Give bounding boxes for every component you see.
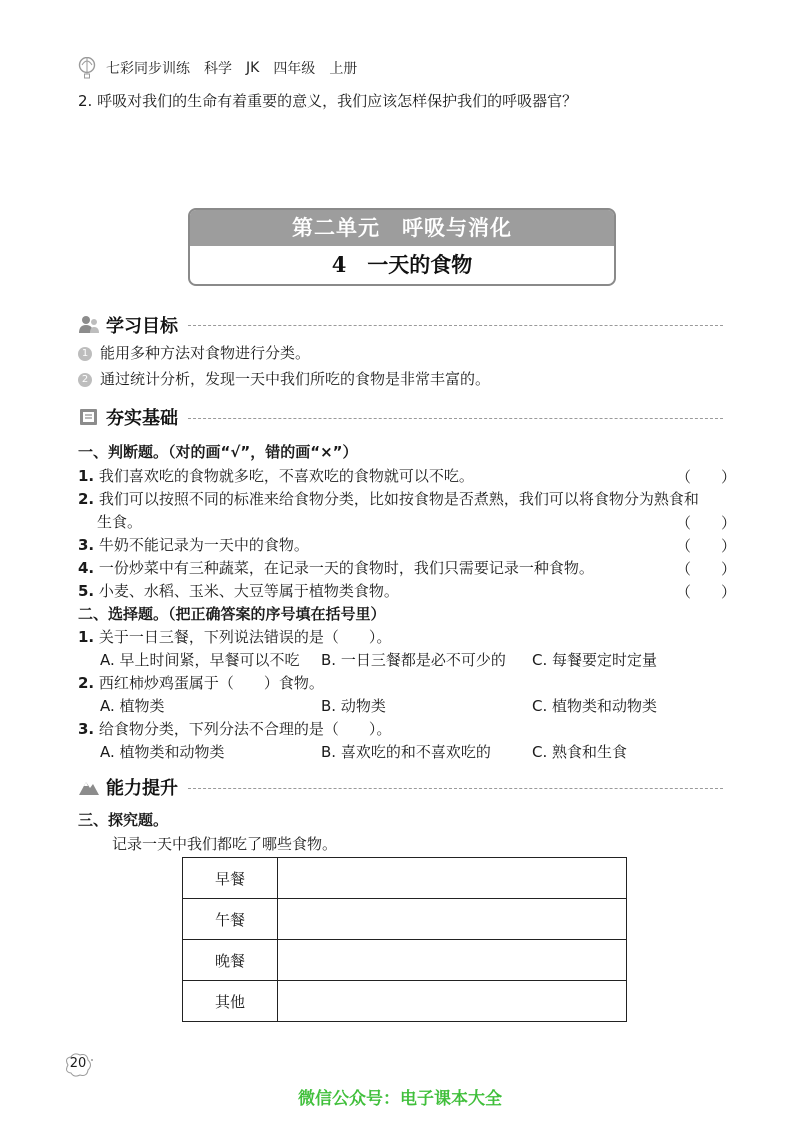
row-label: 午餐 bbox=[183, 899, 278, 940]
mountain-icon bbox=[78, 777, 100, 797]
choice-num: 1. bbox=[78, 628, 95, 646]
judge-num: 5. bbox=[78, 582, 95, 600]
choice-option-c: C. 熟食和生食 bbox=[532, 743, 628, 761]
choice-option-c: C. 每餐要定时定量 bbox=[532, 651, 658, 669]
ability-divider bbox=[188, 788, 723, 789]
section1-heading: 一、判断题。（对的画“√”，错的画“×”） bbox=[78, 443, 358, 461]
answer-paren: （ ） bbox=[676, 514, 737, 532]
choice-question bbox=[78, 673, 324, 693]
basics-section-head bbox=[78, 404, 178, 430]
choice-question bbox=[78, 627, 391, 647]
row-label: 早餐 bbox=[183, 858, 278, 899]
row-label: 晚餐 bbox=[183, 940, 278, 981]
header-volume: 上册 bbox=[329, 61, 358, 77]
choice-text: 西红柿炒鸡蛋属于（ ）食物。 bbox=[98, 674, 324, 692]
book-icon bbox=[78, 407, 100, 427]
page-number: 20 bbox=[69, 1056, 87, 1071]
judge-item bbox=[78, 489, 699, 509]
ability-section-head bbox=[78, 774, 178, 800]
goals-divider bbox=[188, 325, 723, 326]
row-value[interactable] bbox=[278, 940, 627, 981]
judge-item bbox=[78, 466, 474, 486]
choice-num: 3. bbox=[78, 720, 95, 738]
header-subject: 科学 bbox=[204, 61, 232, 77]
section2-heading: 二、选择题。（把正确答案的序号填在括号里） bbox=[78, 605, 386, 623]
header-series: 七彩同步训练 bbox=[106, 61, 190, 77]
answer-paren: （ ） bbox=[676, 583, 737, 601]
unit-title: 第二单元 呼吸与消化 bbox=[190, 210, 614, 246]
goal-number: 1 bbox=[78, 347, 92, 361]
choice-option-a: A. 植物类 bbox=[100, 697, 165, 715]
judge-item bbox=[78, 581, 399, 601]
food-record-table bbox=[182, 857, 627, 1022]
section3-heading: 三、探究题。 bbox=[78, 811, 169, 829]
choice-question bbox=[78, 719, 391, 739]
table-row bbox=[183, 899, 627, 940]
answer-paren: （ ） bbox=[676, 537, 737, 555]
judge-text: 一份炒菜中有三种蔬菜，在记录一天的食物时，我们只需要记录一种食物。 bbox=[98, 559, 594, 577]
students-icon bbox=[78, 315, 100, 335]
previous-question: 2. 呼吸对我们的生命有着重要的意义，我们应该怎样保护我们的呼吸器官？ bbox=[78, 92, 578, 110]
choice-option-b: B. 喜欢吃的和不喜欢吃的 bbox=[321, 743, 491, 761]
footer-watermark: 微信公众号：电子课本大全 bbox=[298, 1089, 502, 1109]
table-row bbox=[183, 858, 627, 899]
lesson-title: 4 一天的食物 bbox=[331, 252, 473, 277]
basics-divider bbox=[188, 418, 723, 419]
choice-num: 2. bbox=[78, 674, 95, 692]
row-value[interactable] bbox=[278, 899, 627, 940]
judge-num: 3. bbox=[78, 536, 95, 554]
header-edition: JK bbox=[246, 60, 260, 76]
unit-title-box bbox=[188, 208, 616, 286]
judge-text: 我们可以按照不同的标准来给食物分类，比如按食物是否煮熟，我们可以将食物分为熟食和 bbox=[98, 490, 699, 508]
judge-num: 2. bbox=[78, 490, 95, 508]
page-number-badge bbox=[62, 1052, 94, 1078]
goal-text: 通过统计分析，发现一天中我们所吃的食物是非常丰富的。 bbox=[100, 370, 491, 388]
goal-item bbox=[78, 343, 310, 363]
judge-text-continued: 生食。 bbox=[97, 513, 143, 531]
basics-title: 夯实基础 bbox=[106, 408, 178, 429]
judge-item bbox=[78, 558, 594, 578]
row-value[interactable] bbox=[278, 858, 627, 899]
choice-option-b: B. 动物类 bbox=[321, 697, 386, 715]
choice-text: 给食物分类，下列分法不合理的是（ ）。 bbox=[98, 720, 392, 738]
judge-text: 小麦、水稻、玉米、大豆等属于植物类食物。 bbox=[98, 582, 399, 600]
judge-item bbox=[78, 535, 309, 555]
answer-paren: （ ） bbox=[676, 468, 737, 486]
balloon-logo-icon bbox=[78, 57, 96, 79]
judge-num: 1. bbox=[78, 467, 95, 485]
ability-title: 能力提升 bbox=[106, 778, 178, 799]
goals-title: 学习目标 bbox=[106, 316, 178, 337]
page-header bbox=[78, 56, 371, 80]
goals-section-head bbox=[78, 312, 178, 338]
judge-num: 4. bbox=[78, 559, 95, 577]
choice-option-a: A. 早上时间紧，早餐可以不吃 bbox=[100, 651, 300, 669]
choice-option-b: B. 一日三餐都是必不可少的 bbox=[321, 651, 506, 669]
choice-text: 关于一日三餐，下列说法错误的是（ ）。 bbox=[98, 628, 392, 646]
judge-text: 牛奶不能记录为一天中的食物。 bbox=[98, 536, 309, 554]
table-row bbox=[183, 940, 627, 981]
answer-paren: （ ） bbox=[676, 560, 737, 578]
judge-text: 我们喜欢吃的食物就多吃，不喜欢吃的食物就可以不吃。 bbox=[98, 467, 474, 485]
row-value[interactable] bbox=[278, 981, 627, 1022]
choice-option-c: C. 植物类和动物类 bbox=[532, 697, 658, 715]
goal-text: 能用多种方法对食物进行分类。 bbox=[100, 344, 311, 362]
header-grade: 四年级 bbox=[273, 61, 316, 77]
row-label: 其他 bbox=[183, 981, 278, 1022]
goal-item bbox=[78, 369, 490, 389]
section3-prompt: 记录一天中我们都吃了哪些食物。 bbox=[112, 835, 338, 853]
table-row bbox=[183, 981, 627, 1022]
choice-option-a: A. 植物类和动物类 bbox=[100, 743, 225, 761]
goal-number: 2 bbox=[78, 373, 92, 387]
